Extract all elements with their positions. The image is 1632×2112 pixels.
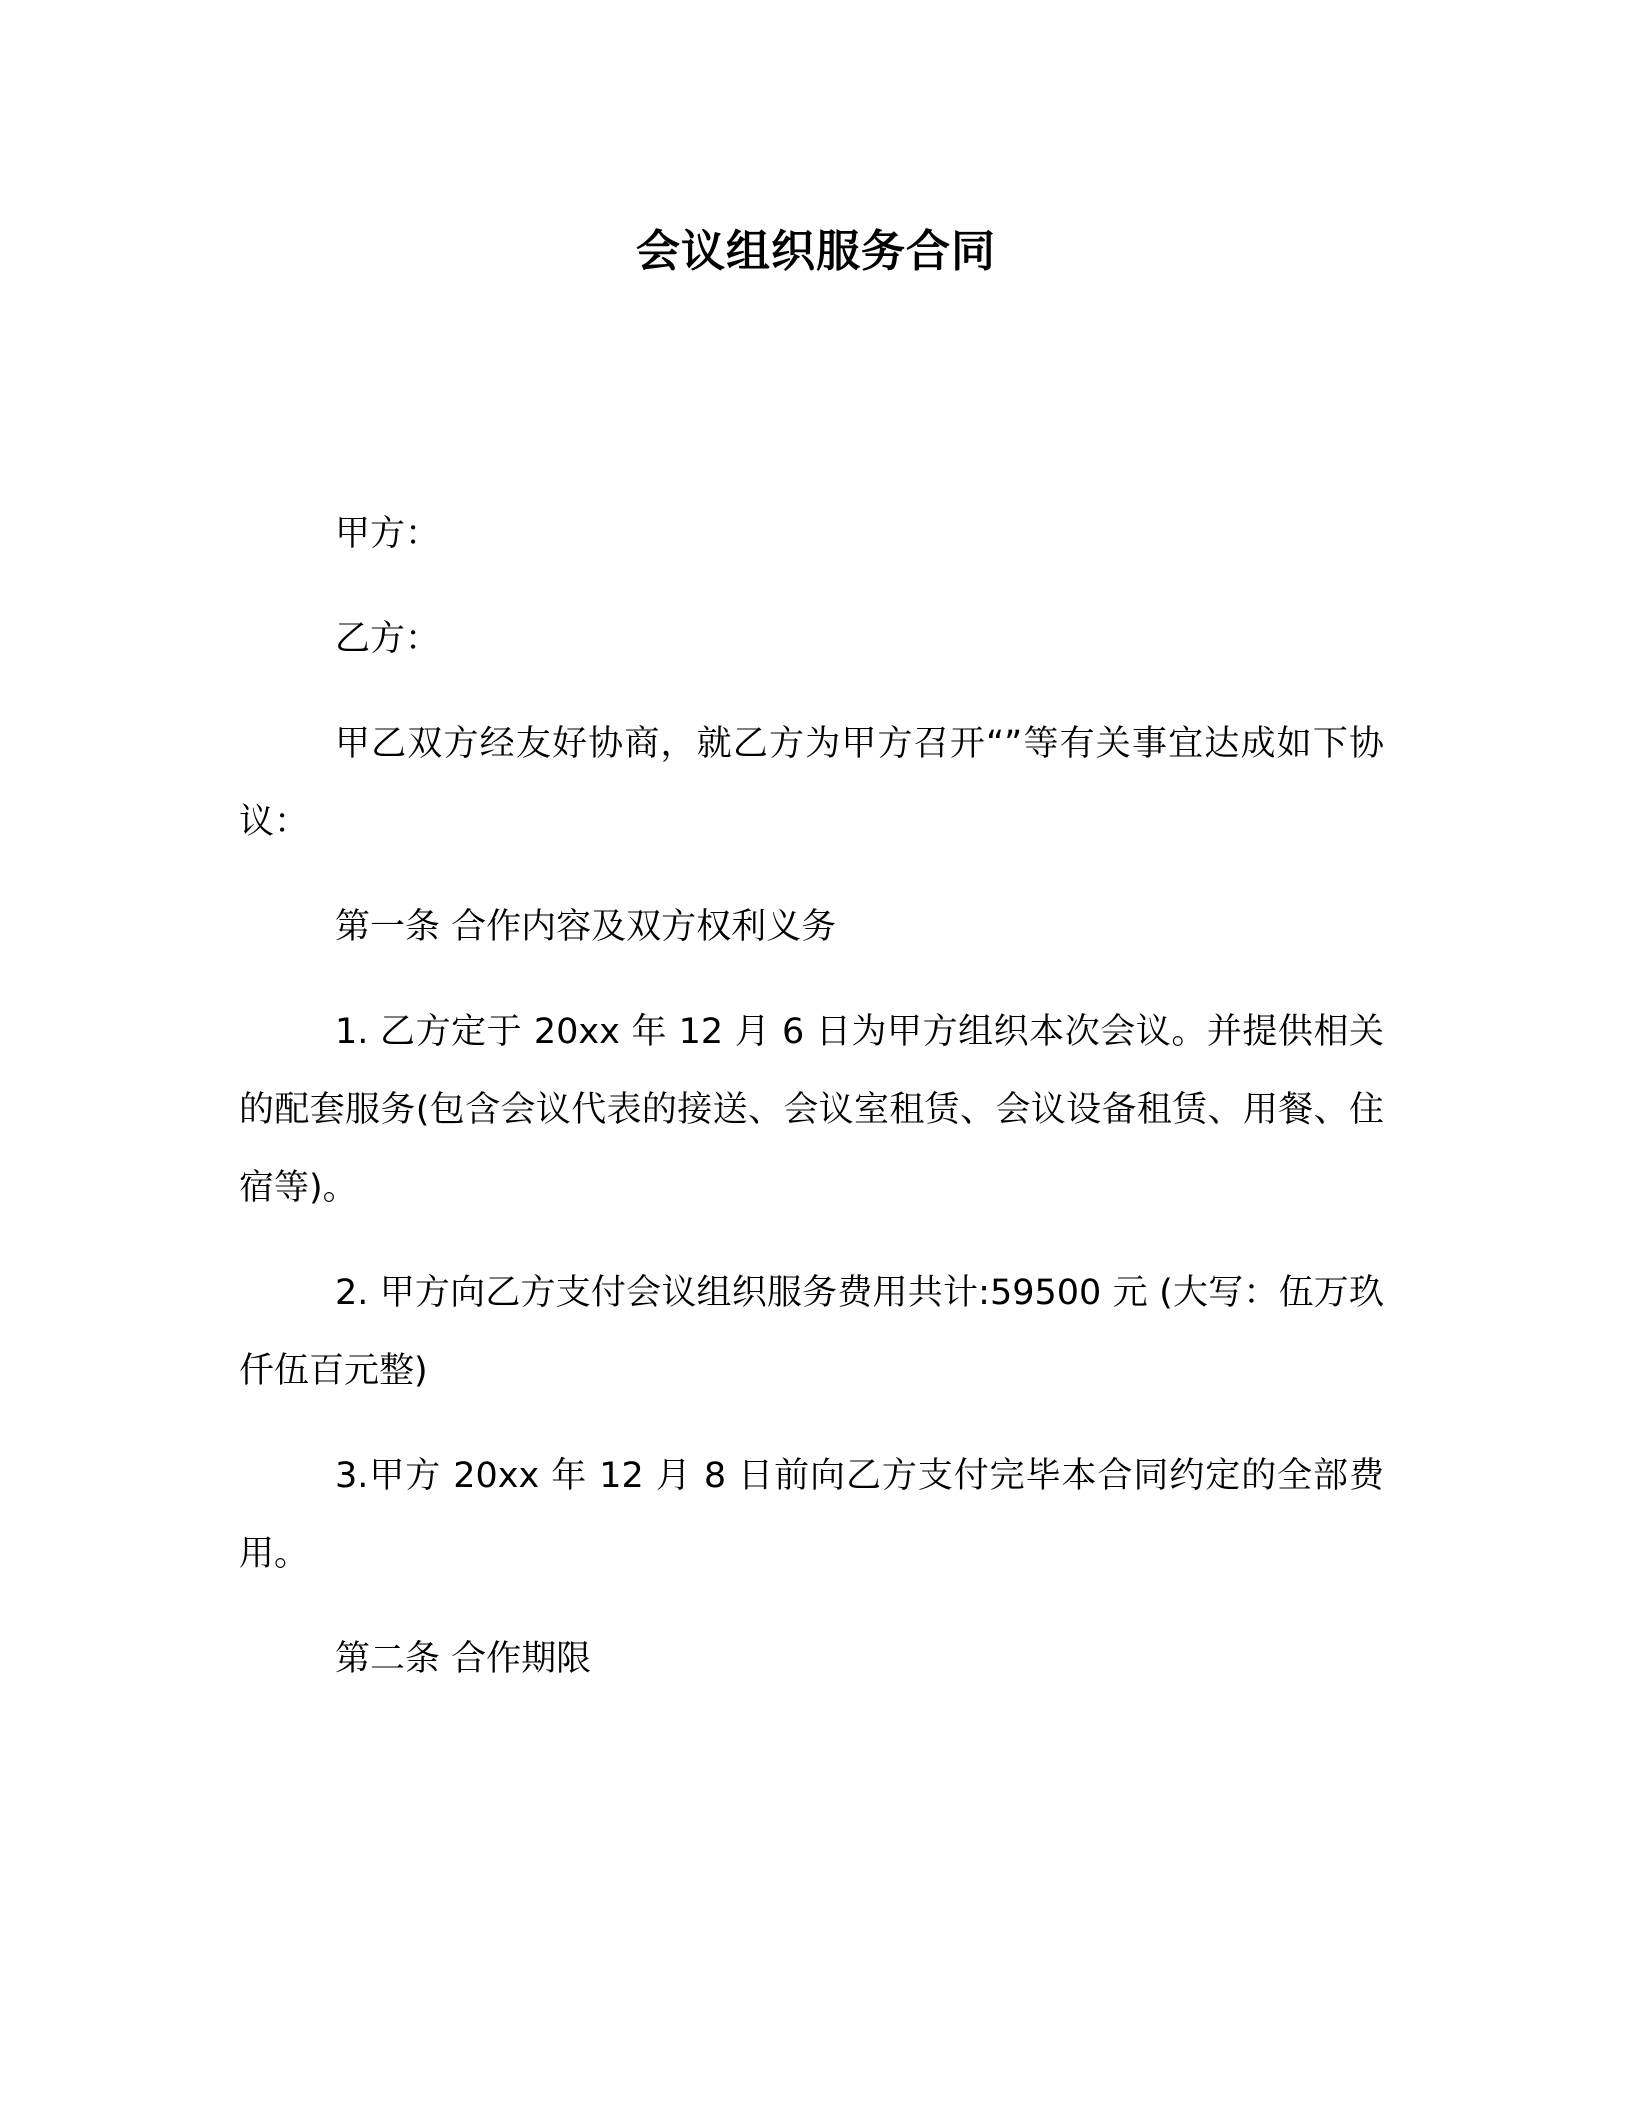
- article-2-heading: 第二条 合作期限: [335, 1639, 592, 1679]
- document-title: 会议组织服务合同: [636, 226, 996, 277]
- party-b-line: 乙方：: [335, 619, 441, 659]
- party-a-line: 甲方：: [335, 514, 441, 554]
- clause-2: 2. 甲方向乙方支付会议组织服务费用共计:59500 元 (大写：伍万玖仟伍百元整): [239, 1273, 1384, 1391]
- preamble-paragraph: 甲乙双方经友好协商，就乙方为甲方召开“”等有关事宜达成如下协议：: [239, 724, 1384, 842]
- article-1-heading: 第一条 合作内容及双方权利义务: [335, 907, 837, 947]
- clause-3: 3.甲方 20xx 年 12 月 8 日前向乙方支付完毕本合同约定的全部费用。: [239, 1456, 1384, 1574]
- document-body: [239, 495, 1384, 1725]
- clause-1: 1. 乙方定于 20xx 年 12 月 6 日为甲方组织本次会议。并提供相关的配套服务(包含会议代表的接送、会议室租赁、会议设备租赁、用餐、住宿等)。: [239, 1012, 1384, 1208]
